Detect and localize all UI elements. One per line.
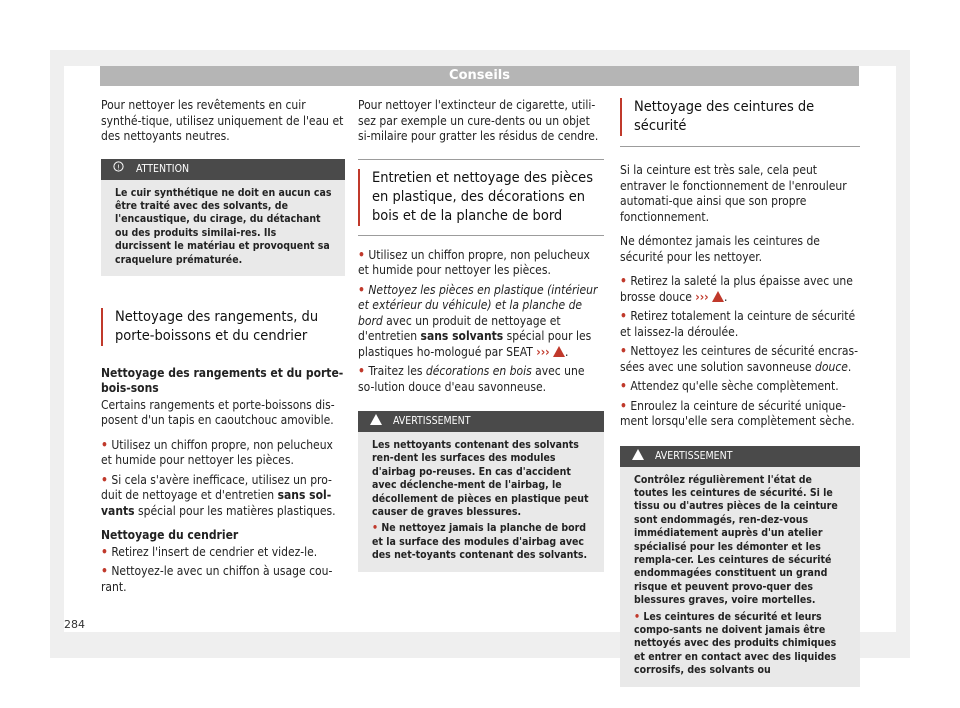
belts-heading: Nettoyage des ceintures de sécurité [620, 98, 860, 136]
bullet-icon: • [101, 564, 108, 579]
warning-triangle-icon[interactable] [712, 291, 724, 302]
info-icon [113, 159, 133, 180]
warning-text: Les nettoyants contenant des solvants ren-dent les surfaces des modules d'airbag po-reuses. En cas d'accident avec déclenche-ment de l'airbag, le décollement de pièces en plastique peut causer de graves blessures. [372, 439, 589, 519]
belt-warning-text: Contrôlez régulièrement l'état de toutes les ceintures de sécurité. Si le tissu ou d'autres pièces de la ceinture sont endommagés, ren-dez-vous immédiatement auprès d'un atelier spécialisé pour les démonter et les rempla-cer. Les ceintures de sécurité endommagées constituent un grand risque et peuvent provo-quer des blessures graves, voire mortelles. [634, 473, 838, 607]
list-item-text: avec une so-lution douce d'eau savonneuse. [358, 364, 585, 394]
warning-icon [370, 411, 390, 432]
list-item [101, 438, 345, 469]
warning-icon [632, 446, 652, 467]
column-1 [101, 98, 345, 599]
belts-heading-box [620, 98, 860, 147]
bullet-icon: • [620, 309, 627, 323]
list-item [101, 473, 345, 520]
ashtray-subheading: Nettoyage du cendrier [101, 528, 239, 543]
lighter-intro: Pour nettoyer l'extincteur de cigarette, utili-sez par exemple un cure-dents ou un objet si-milaire pour gratter les résidus de cendre. [358, 98, 599, 143]
page-number: 284 [64, 618, 85, 631]
attention-header [101, 159, 345, 180]
column-3 [620, 98, 860, 687]
belt-warning-label: AVERTISSEMENT [655, 449, 733, 462]
list-item [101, 545, 345, 561]
list-item: • Retirez la saleté la plus épaisse avec une brosse douce ››› . [620, 274, 853, 304]
list-item-text: avec un produit de nettoyage et d'entretien [358, 313, 561, 343]
warning-bullet [372, 522, 592, 562]
attention-body: Le cuir synthétique ne doit en aucun cas être traité avec des solvants, de l'encaustique, du cirage, du détachant ou des produits similai-res. Ils durcissent le matériau et provoquent sa craquelure prématurée. [115, 186, 332, 266]
bullet-icon: • [620, 398, 627, 413]
bullet-icon: • [372, 522, 379, 535]
list-item-text: Nettoyez-le avec un chiffon à usage cou-rant. [101, 564, 333, 594]
cross-reference-arrow-icon[interactable]: ››› [695, 289, 709, 304]
bullet-icon: • [101, 472, 108, 487]
warning-bullet-text: Ne nettoyez jamais la planche de bord et la surface des modules d'airbag avec des net-toyants contenant des solvants. [372, 522, 588, 562]
list-item-text: Nettoyez les ceintures de sécurité encras-sées avec une solution savonneuse [620, 344, 859, 374]
list-item-italic: décorations en bois [425, 364, 532, 378]
list-item-text: Utilisez un chiffon propre, non pelucheux et humide pour nettoyer les pièces. [358, 247, 590, 277]
leather-intro: Pour nettoyer les revêtements en cuir synthé-tique, utilisez uniquement de l'eau et des nettoyants neutres. [101, 98, 344, 143]
bullet-icon: • [620, 379, 627, 393]
list-item-italic: Nettoyez les pièces en plastique (intérieur et extérieur du véhicule) et la planche de bord [358, 282, 598, 328]
list-item: • Nettoyez les pièces en plastique (intérieur et extérieur du véhicule) et la planche de bord avec un produit de nettoyage et d'entretien sans solvants spécial pour les plastiques ho-mologué par SEAT ››› . [358, 282, 598, 359]
list-item-text: . [847, 359, 852, 374]
plastic-heading-box [358, 159, 604, 236]
list-item [358, 364, 604, 395]
warning-box [358, 411, 604, 572]
list-item-text: Enroulez la ceinture de sécurité unique-ment lorsqu'elle sera complètement sèche. [620, 398, 855, 428]
bullet-icon: • [620, 344, 627, 358]
plastic-heading: Entretien et nettoyage des pièces en plastique, des décorations en bois et de la planche de bord [358, 169, 604, 226]
belts-para-1: Si la ceinture est très sale, cela peut entraver le fonctionnement de l'enrouleur automati-que ainsi que son propre fonctionnement. [620, 163, 847, 224]
list-item [620, 399, 860, 430]
storage-para: Certains rangements et porte-boissons dis-posent d'un tapis en caoutchouc amovible. [101, 397, 335, 428]
list-item-text: Si cela s'avère inefficace, utilisez un pro-duit de nettoyage et d'entretien [101, 472, 332, 503]
bullet-icon: • [620, 274, 627, 288]
list-item-bold: sans solvants [420, 329, 504, 343]
list-item-text: Traitez les [368, 364, 426, 378]
list-item [358, 248, 604, 279]
list-item-text: spécial pour les plastiques ho-mologué par SEAT [358, 329, 592, 359]
bullet-icon: • [358, 364, 365, 378]
list-item-italic: douce [815, 359, 848, 374]
column-2 [358, 98, 604, 572]
section-header: Conseils [100, 66, 859, 86]
list-item [620, 344, 860, 375]
bullet-icon: • [101, 544, 108, 559]
list-item-text: Retirez la saleté la plus épaisse avec une brosse douce [620, 274, 853, 304]
bullet-icon: • [634, 610, 641, 623]
belts-para-2: Ne démontez jamais les ceintures de sécurité pour les nettoyer. [620, 234, 820, 264]
warning-label: AVERTISSEMENT [393, 415, 471, 427]
belt-warning-bullet [634, 611, 848, 678]
list-item-bold: sans sol-vants [101, 488, 332, 518]
warning-body [358, 432, 604, 572]
bullet-icon: • [358, 282, 365, 297]
attention-box [101, 159, 345, 276]
warning-triangle-icon[interactable] [553, 346, 565, 357]
belt-warning-bullet-text: Les ceintures de sécurité et leurs compo-sants ne doivent jamais être nettoyés avec des produits chimiques et entrer en contact avec des liquides corrosifs, des solvants ou [634, 610, 837, 677]
list-item [620, 379, 860, 395]
attention-label: ATTENTION [136, 162, 190, 175]
storage-subheading: Nettoyage des rangements et du porte-bois-sons [101, 365, 344, 396]
svg-text:!: ! [117, 162, 120, 171]
list-item-text: Attendez qu'elle sèche complètement. [630, 379, 839, 393]
bullet-icon: • [358, 247, 365, 262]
storage-heading: Nettoyage des rangements, du porte-boissons et du cendrier [101, 308, 345, 346]
list-item-text: Retirez l'insert de cendrier et videz-le. [111, 544, 318, 559]
list-item [101, 564, 345, 595]
warning-header [358, 411, 604, 432]
belt-warning-body [620, 467, 860, 687]
bullet-icon: • [101, 437, 108, 452]
belt-warning-header [620, 446, 860, 467]
list-item [620, 309, 860, 340]
list-item-text: Utilisez un chiffon propre, non pelucheux et humide pour nettoyer les pièces. [101, 437, 333, 468]
list-item-text: Retirez totalement la ceinture de sécurité et laissez-la déroulée. [620, 309, 856, 339]
belt-warning-box [620, 446, 860, 687]
cross-reference-arrow-icon[interactable]: ››› [536, 344, 550, 359]
list-item-text: spécial pour les matières plastiques. [134, 503, 336, 518]
